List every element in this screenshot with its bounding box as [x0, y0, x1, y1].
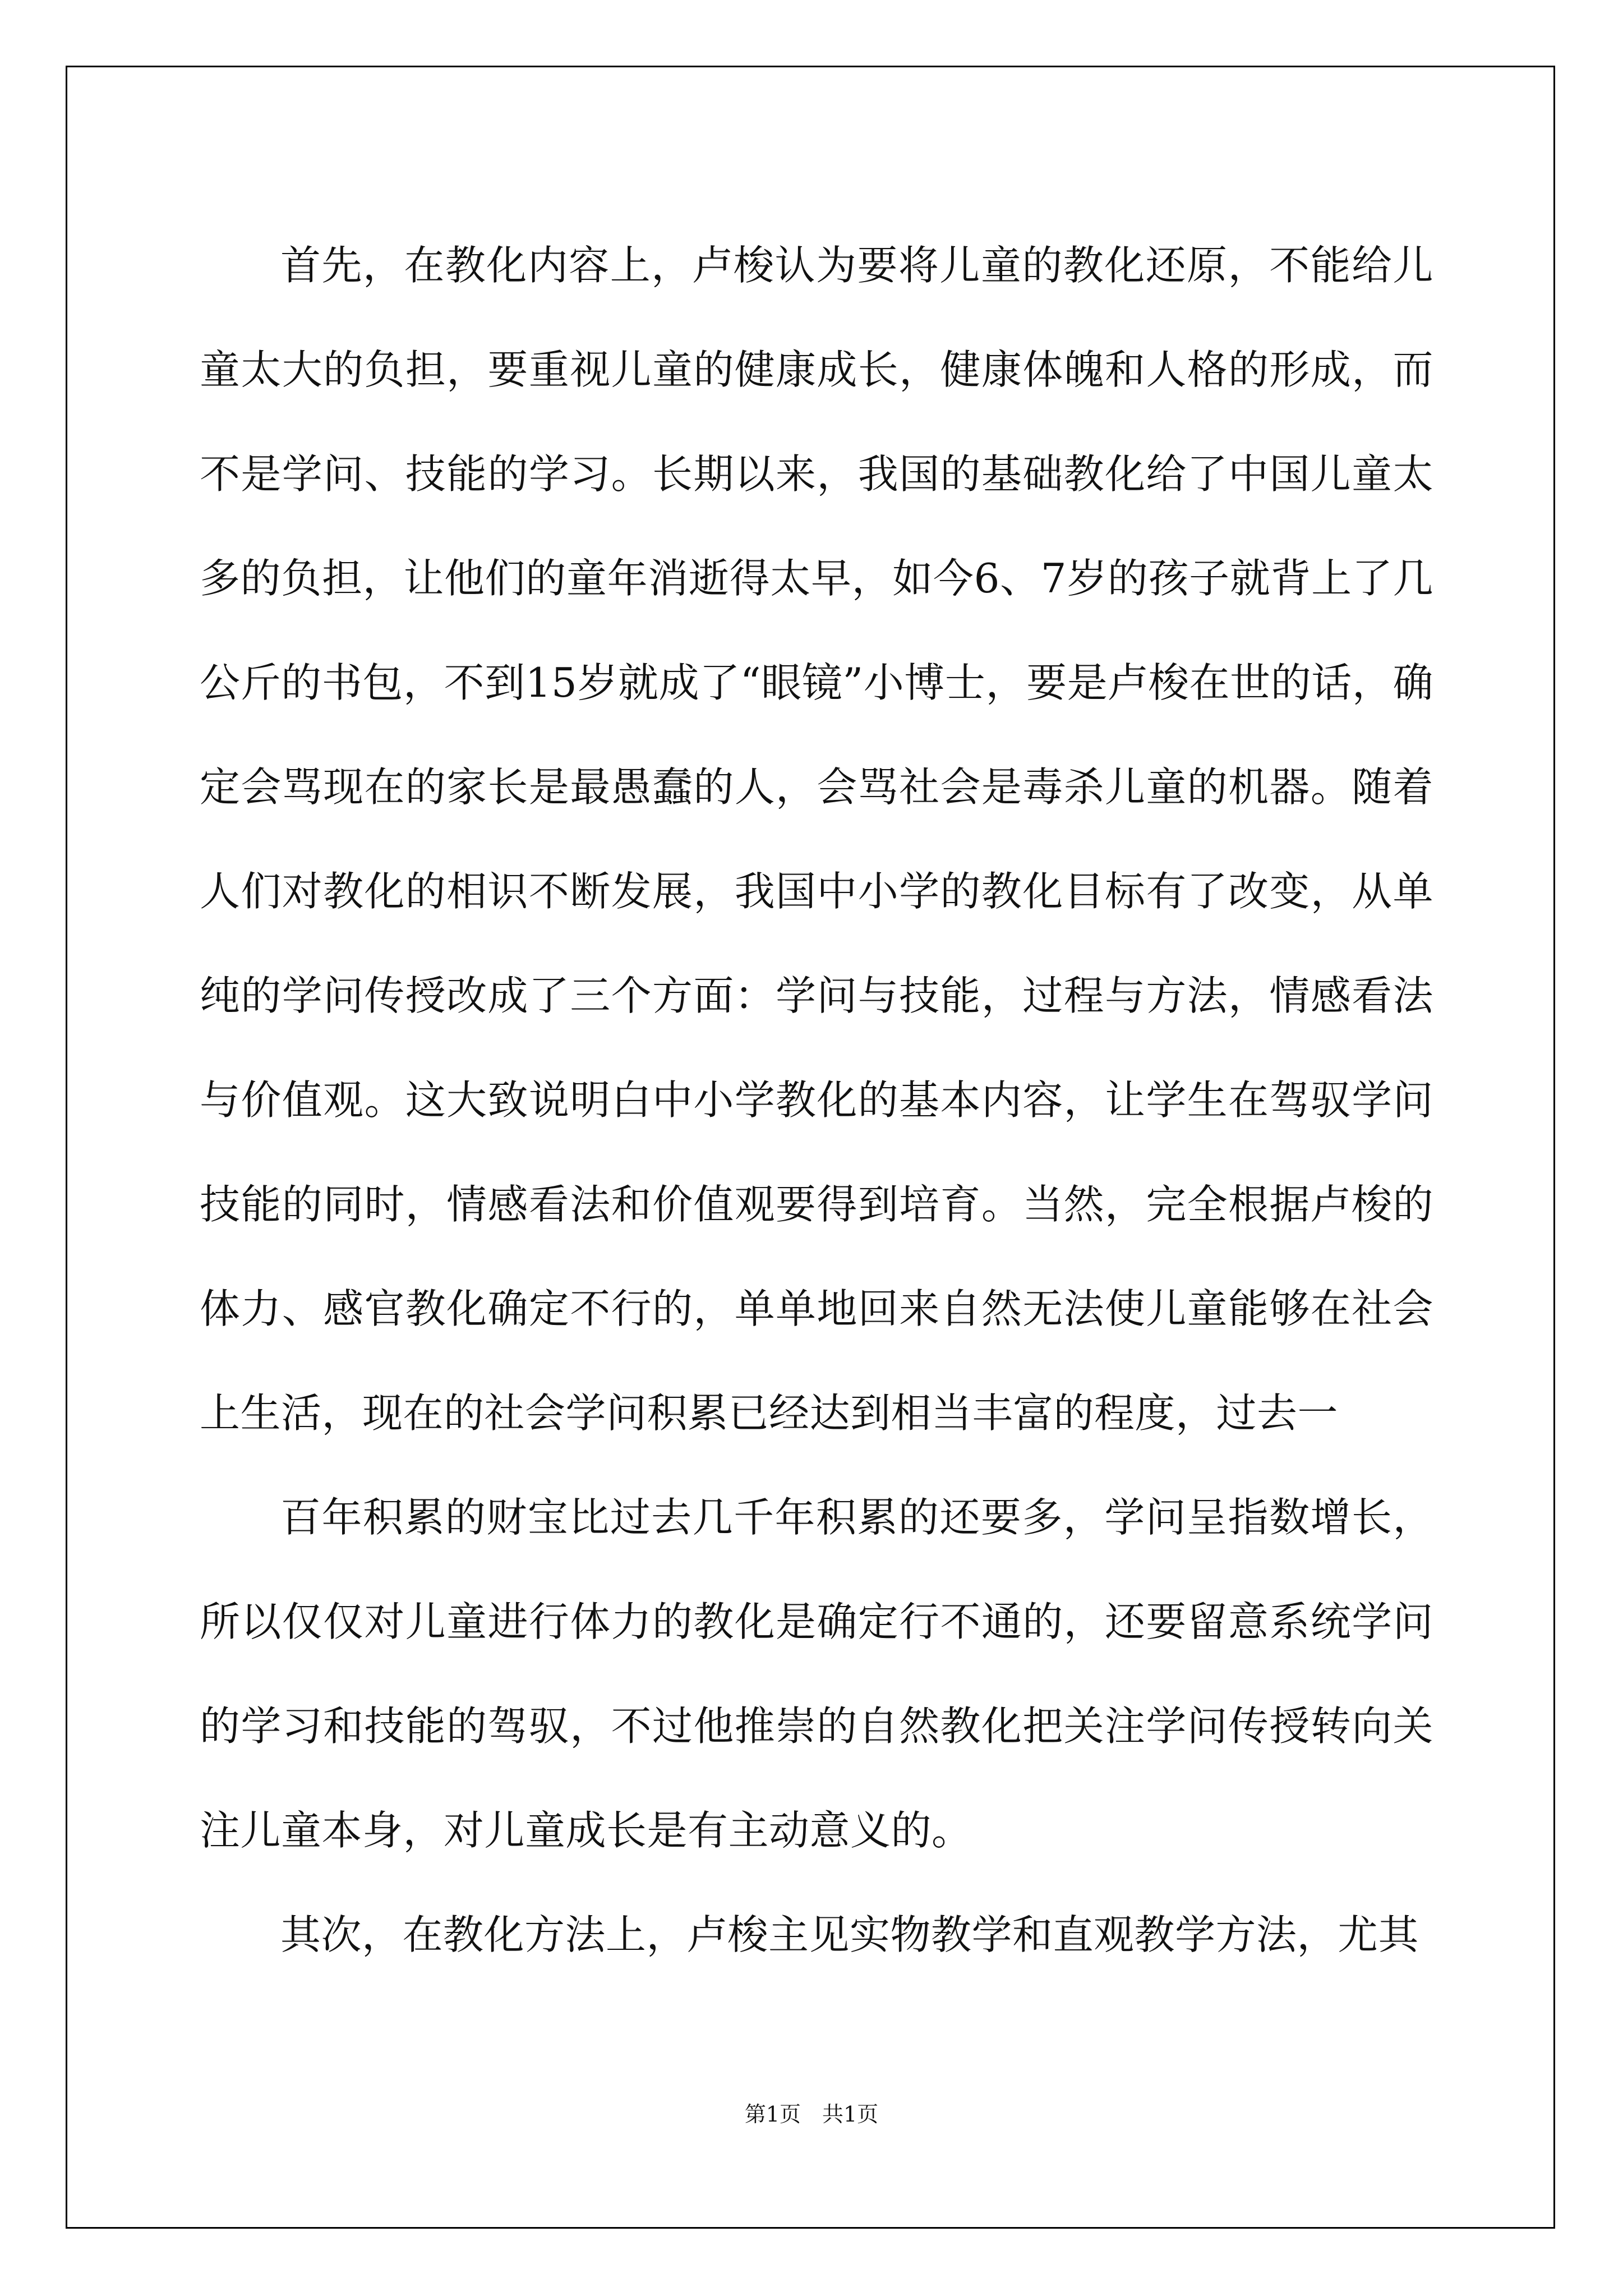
paragraph-2: 百年积累的财宝比过去几千年积累的还要多，学问呈指数增长，所以仅仅对儿童进行体力的教化是确定行不通的，还要留意系统学问的学习和技能的驾驭，不过他推崇的自然教化把关注学问传授转向关注儿童本身，对儿童成长是有主动意义的。 [200, 1494, 1433, 1854]
paragraph-3: 其次，在教化方法上，卢梭主见实物教学和直观教学方法，尤其 [280, 1911, 1419, 1958]
paragraph-1: 首先，在教化内容上，卢梭认为要将儿童的教化还原，不能给儿童太大的负担，要重视儿童的健康成长，健康体魄和人格的形成，而不是学问、技能的学习。长期以来，我国的基础教化给了中国儿童太多的负担，让他们的童年消逝得太早，如今6、7岁的孩子就背上了几公斤的书包，不到15岁就成了“眼镜”小博士，要是卢梭在世的话，确定会骂现在的家长是最愚蠢的人，会骂社会是毒杀儿童的机器。随着人们对教化的相识不断发展，我国中小学的教化目标有了改变，从单纯的学问传授改成了三个方面：学问与技能，过程与方法，情感看法与价值观。这大致说明白中小学教化的基本内容，让学生在驾驭学问技能的同时，情感看法和价值观要得到培育。当然，完全根据卢梭的体力、感官教化确定不行的，单单地回来自然无法使儿童能够在社会上生活，现在的社会学问积累已经达到相当丰富的程度，过去一 [200, 242, 1433, 1437]
document-body [200, 213, 1433, 1987]
page-number-footer: 第1页 共1页 [744, 2102, 879, 2127]
